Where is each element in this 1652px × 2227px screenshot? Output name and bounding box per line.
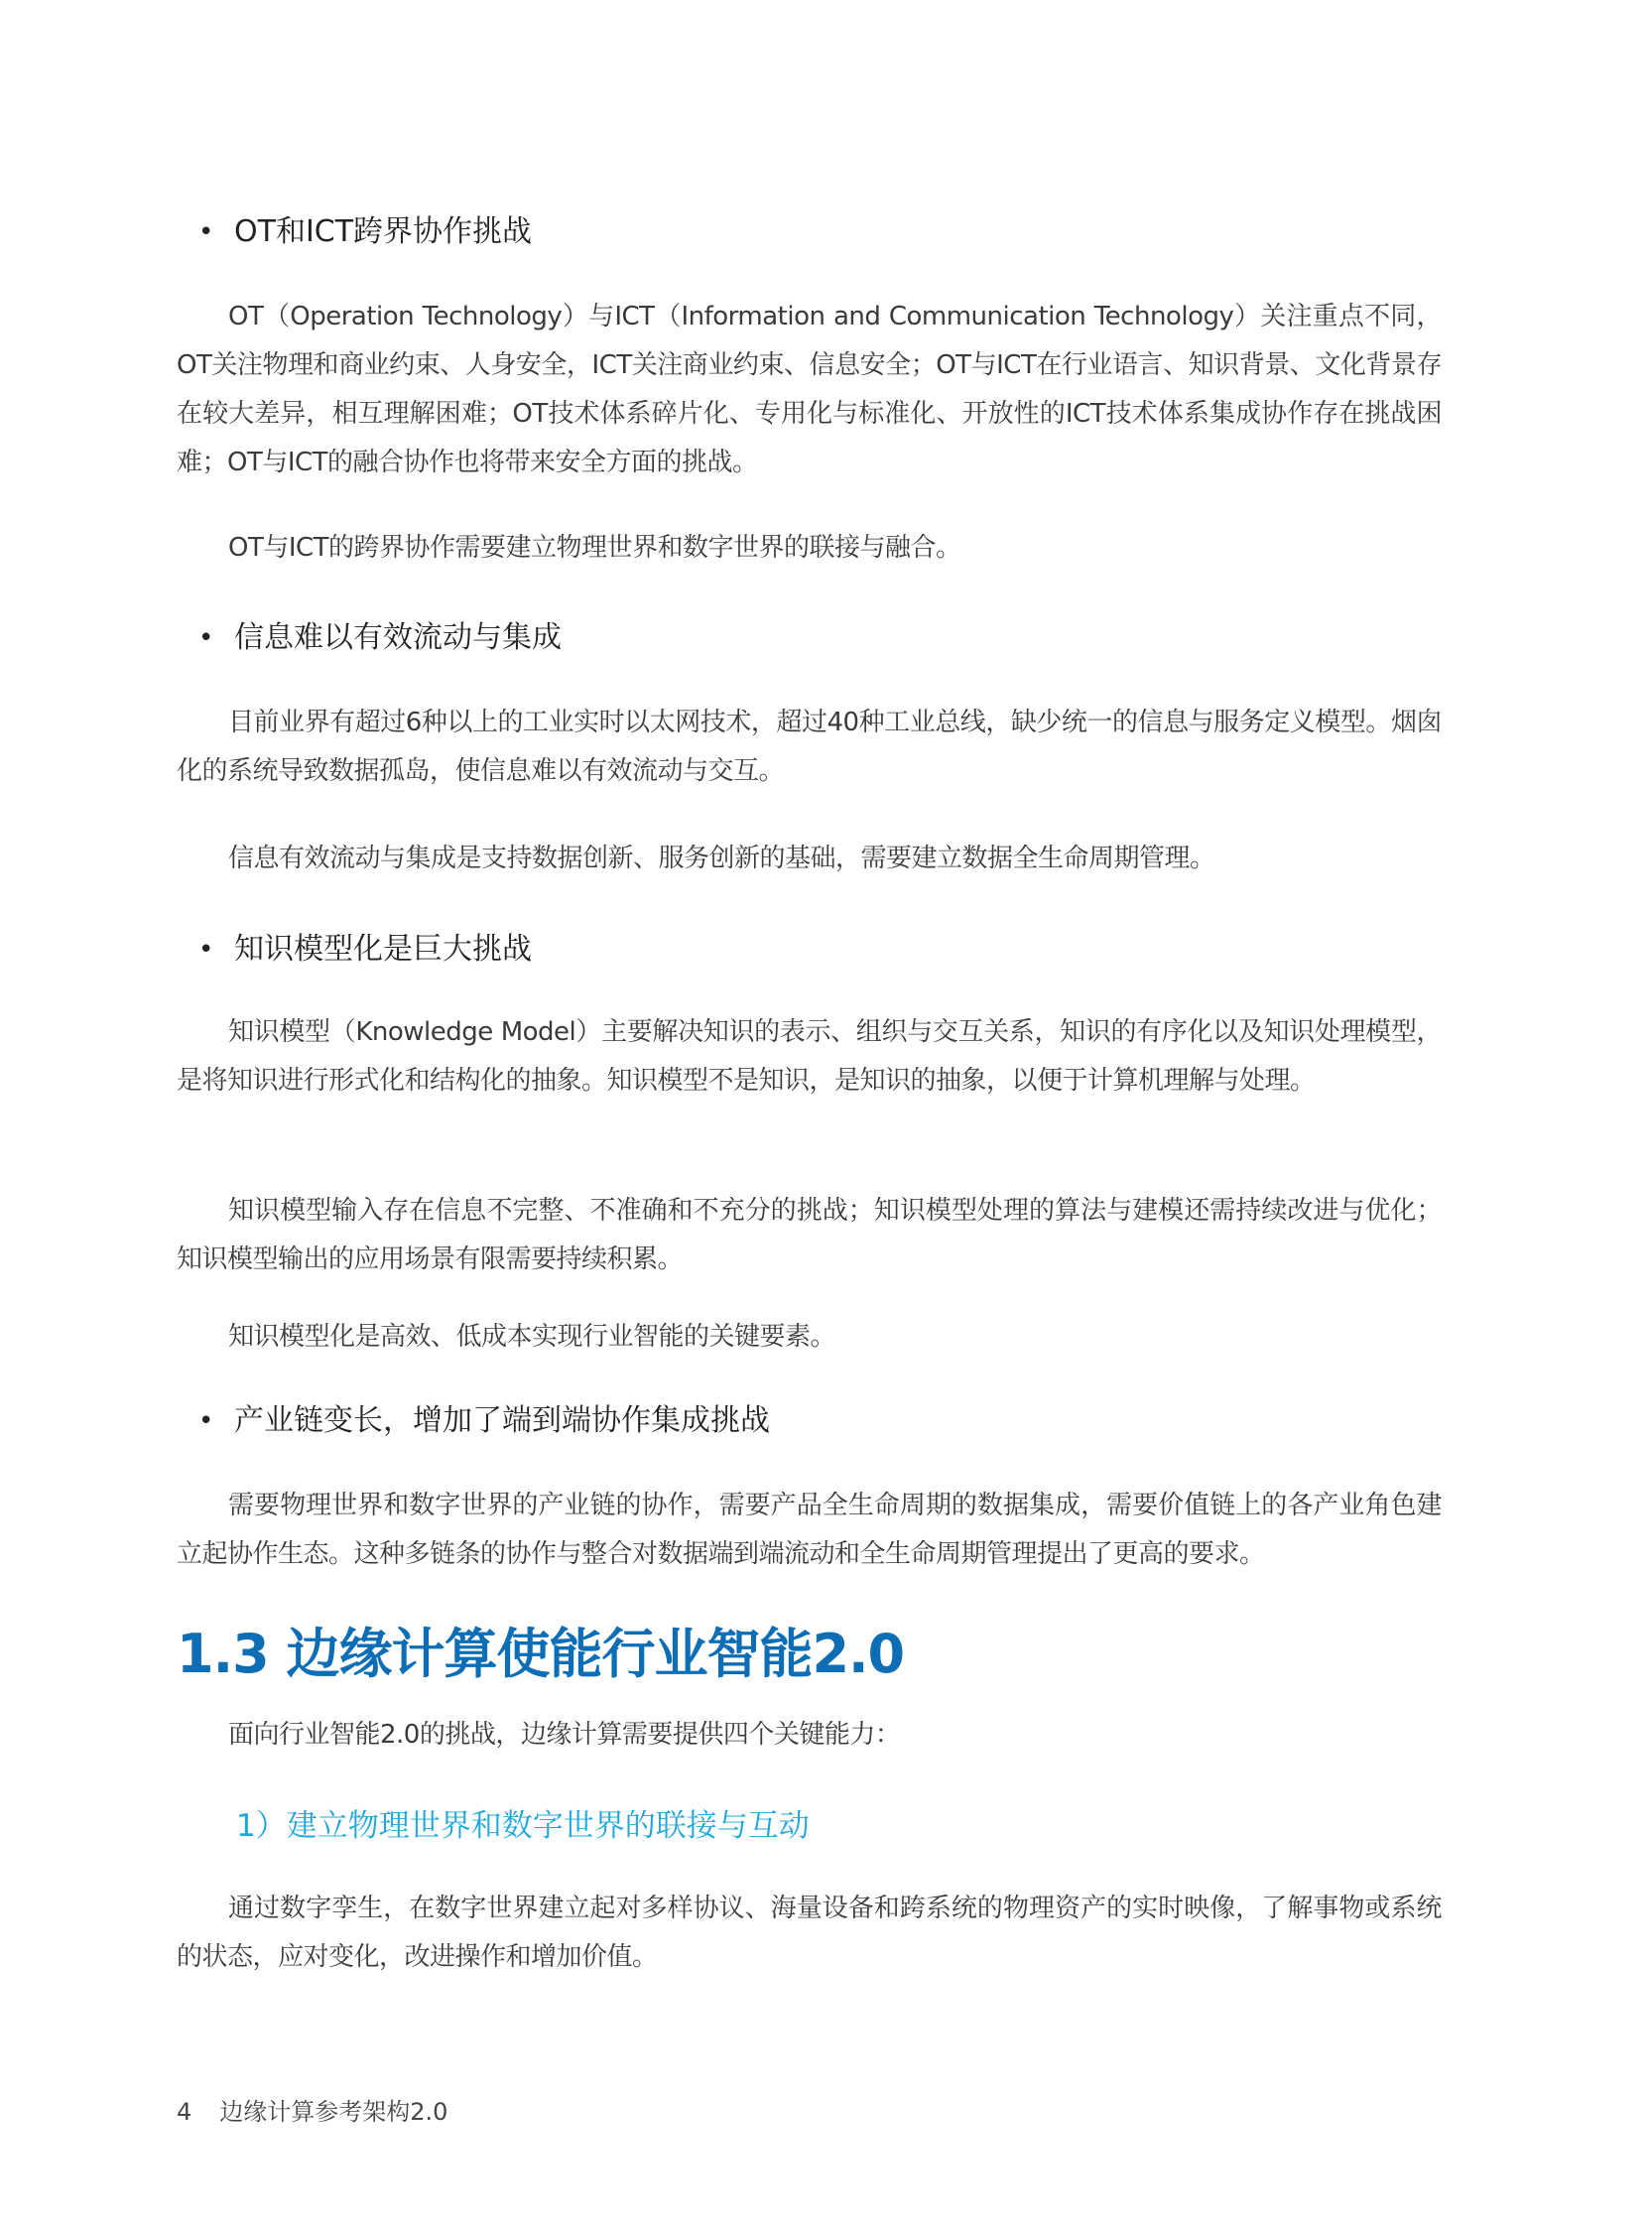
page-footer bbox=[177, 2094, 475, 2130]
paragraph: 知识模型化是高效、低成本实现行业智能的关键要素。 bbox=[228, 1322, 836, 1352]
paragraph: OT（Operation Technology）与ICT（Information and Communication Technology）关注重点不同，OT关注物理和商业约束、人身安全，ICT关注商业约束、信息安全；OT与ICT在行业语言、知识背景、文化背景存在较大差异，相互理解困难；OT技术体系碎片化、专用化与标准化、开放性的ICT技术体系集成协作存在挑战困难；OT与ICT的融合协作也将带来安全方面的挑战。 bbox=[177, 302, 1442, 477]
paragraph: 需要物理世界和数字世界的产业链的协作，需要产品全生命周期的数据集成，需要价值链上的各产业角色建立起协作生态。这种多链条的协作与整合对数据端到端流动和全生命周期管理提出了更高的要求。 bbox=[177, 1491, 1442, 1569]
paragraph: 目前业界有超过6种以上的工业实时以太网技术，超过40种工业总线，缺少统一的信息与服务定义模型。烟囱化的系统导致数据孤岛，使信息难以有效流动与交互。 bbox=[177, 708, 1442, 786]
paragraph: 信息有效流动与集成是支持数据创新、服务创新的基础，需要建立数据全生命周期管理。 bbox=[228, 844, 1215, 873]
subheading: 1）建立物理世界和数字世界的联接与互动 bbox=[236, 1808, 810, 1844]
bullet-icon: • bbox=[198, 623, 214, 653]
bullet-text: 知识模型化是巨大挑战 bbox=[234, 932, 532, 967]
page-number: 4 bbox=[177, 2098, 192, 2126]
bullet-text: OT和ICT跨界协作挑战 bbox=[234, 214, 533, 249]
paragraph: 通过数字孪生，在数字世界建立起对多样协议、海量设备和跨系统的物理资产的实时映像，了解事物或系统的状态，应对变化，改进操作和增加价值。 bbox=[177, 1894, 1442, 1972]
bullet-heading bbox=[198, 928, 1499, 972]
section-heading: 1.3 边缘计算使能行业智能2.0 bbox=[177, 1623, 905, 1685]
bullet-heading bbox=[198, 1399, 1499, 1443]
bullet-text: 信息难以有效流动与集成 bbox=[234, 620, 562, 655]
document-title: 边缘计算参考架构2.0 bbox=[219, 2098, 448, 2126]
bullet-heading bbox=[198, 616, 1499, 660]
paragraph: OT与ICT的跨界协作需要建立物理世界和数字世界的联接与融合。 bbox=[228, 533, 961, 563]
paragraph: 知识模型输入存在信息不完整、不准确和不充分的挑战；知识模型处理的算法与建模还需持续改进与优化；知识模型输出的应用场景有限需要持续积累。 bbox=[177, 1196, 1442, 1274]
bullet-icon: • bbox=[198, 935, 214, 965]
bullet-icon: • bbox=[198, 217, 214, 247]
intro-paragraph: 面向行业智能2.0的挑战，边缘计算需要提供四个关键能力： bbox=[228, 1720, 901, 1750]
bullet-heading bbox=[198, 210, 1499, 254]
bullet-icon: • bbox=[198, 1406, 214, 1436]
bullet-text: 产业链变长，增加了端到端协作集成挑战 bbox=[234, 1403, 770, 1438]
paragraph: 知识模型（Knowledge Model）主要解决知识的表示、组织与交互关系，知识的有序化以及知识处理模型，是将知识进行形式化和结构化的抽象。知识模型不是知识，是知识的抽象，以便于计算机理解与处理。 bbox=[177, 1017, 1442, 1096]
